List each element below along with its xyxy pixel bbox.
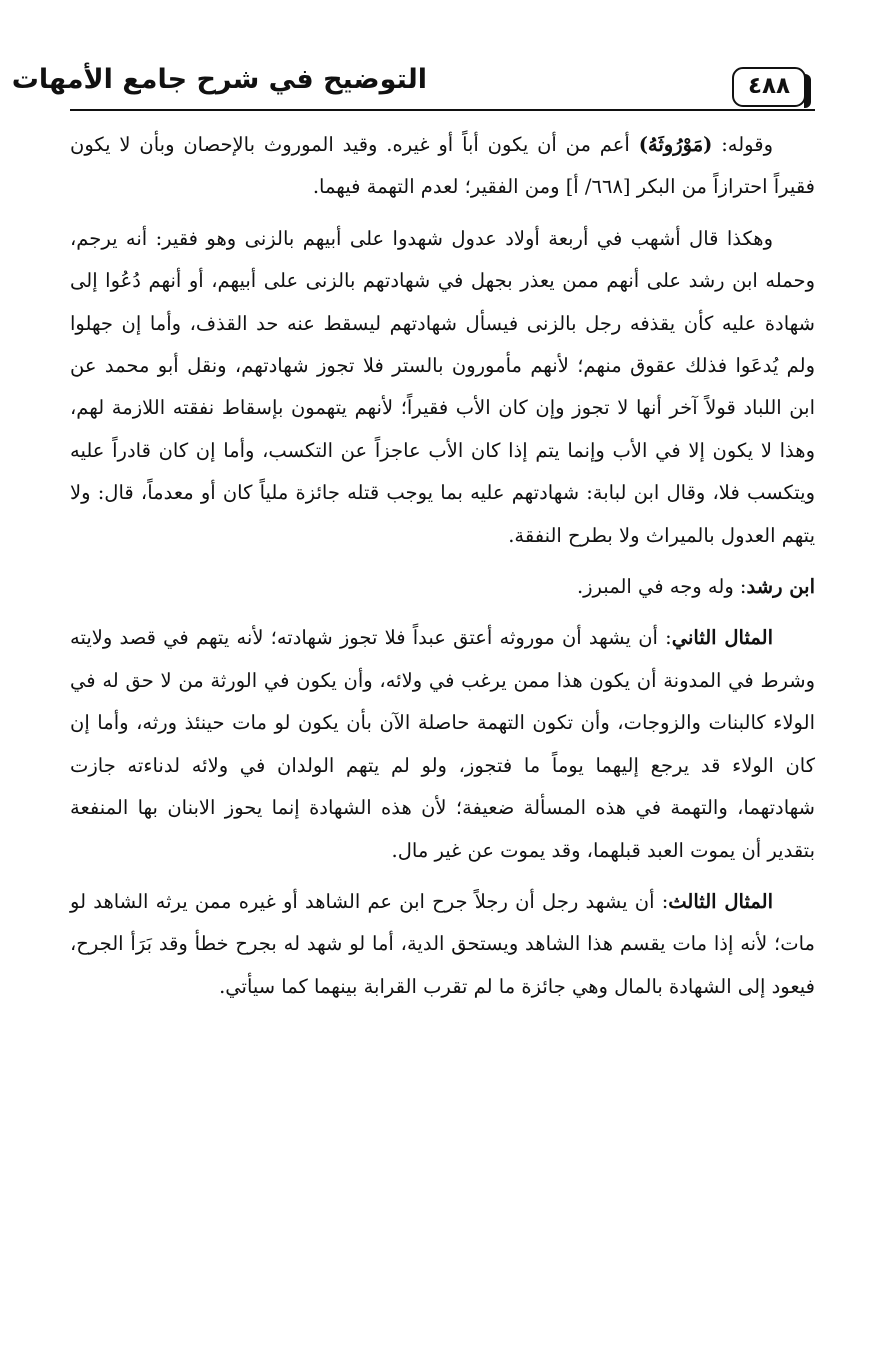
paragraph-2 bbox=[70, 218, 815, 557]
paragraph-1-lead: وقوله: bbox=[712, 133, 773, 156]
paragraph-2-text: وهكذا قال أشهب في أربعة أولاد عدول شهدوا على أبيهم بالزنى وهو فقير: أنه يرجم، وحمله ابن رشد على أنهم ممن يعذر بجهل في شهادتهم بالزنى على أبيهم، أو أنهم دُعُوا إلى شهادة عليه كأن يقذفه رجل بالزنى فيسأل شهادتهم ليسقط عنه حد القذف، وأما إن جهلوا ولم يُدعَوا فذلك عقوق منهم؛ لأنهم مأمورون بالستر فلا تجوز شهادتهم، ونقل أبو محمد عن ابن اللباد قولاً آخر أنها لا تجوز وإن كان الأب فقيراً؛ لأنهم يتهمون بإسقاط نفقته اللازمة لهم، وهذا لا يكون إلا في الأب وإنما يتم إذا كان الأب عاجزاً عن التكسب، وأما إن كان قادراً عليه ويتكسب فلا، وقال ابن لبابة: شهادتهم عليه بما يوجب قتله جائزة ملياً كان أو معدماً، قال: ولا يتهم العدول بالميراث ولا بطرح النفقة. bbox=[70, 226, 815, 547]
paragraph-3-lead: ابن رشد bbox=[746, 575, 815, 599]
page-number-badge bbox=[732, 67, 806, 107]
paragraph-5 bbox=[70, 881, 815, 1008]
paragraph-4-lead: المثال الثاني bbox=[671, 626, 773, 650]
running-title: التوضيح في شرح جامع الأمهات bbox=[11, 64, 427, 95]
page-number: ٤٨٨ bbox=[747, 73, 791, 99]
body-text bbox=[70, 124, 815, 1017]
paragraph-3-text: : وله وجه في المبرز. bbox=[576, 575, 747, 599]
paragraph-1-text: أعم من أن يكون أباً أو غيره. وقيد الموروث بالإحصان وبأن لا يكون فقيراً احترازاً من البكر [٦٦٨/ أ] ومن الفقير؛ لعدم التهمة فيهما. bbox=[70, 133, 815, 199]
header-rule bbox=[70, 109, 815, 111]
paragraph-3 bbox=[70, 566, 815, 608]
paragraph-4 bbox=[70, 617, 815, 871]
paragraph-1 bbox=[70, 124, 815, 209]
paragraph-5-text: : أن يشهد رجل أن رجلاً جرح ابن عم الشاهد أو غيره ممن يرثه الشاهد لو مات؛ لأنه إذا مات يقسم هذا الشاهد ويستحق الدية، أما لو شهد له بجرح خطأ وقد بَرَأ الجرح، فيعود إلى الشهادة بالمال وهي جائزة ما لم تقرب القرابة بينهما كما سيأتي. bbox=[70, 889, 815, 998]
paragraph-5-lead: المثال الثالث bbox=[668, 889, 773, 913]
quoted-lemma: (مَوْرُوثَهُ) bbox=[638, 133, 713, 156]
paragraph-4-text: : أن يشهد أن موروثه أعتق عبداً فلا تجوز شهادته؛ لأنه يتهم في قصد ولايته وشرط في المدونة أن يكون هذا ممن يرغب في ولائه، وأن يكون في الورثة من لا حق له في الولاء كالبنات والزوجات، وأن تكون التهمة حاصلة الآن بأن يكون لو مات حينئذ ورثه، وأما إن كان الولاء قد يرجع إليهما يوماً ما فتجوز، ولو لم يتهم الولدان في ولائه لدناءته جازت شهادتهما، والتهمة في هذه المسألة ضعيفة؛ لأن هذه الشهادة إنما يحوز الابنان بها المنفعة بتقدير أن يموت العبد قبلهما، وقد يموت عن غير مال. bbox=[70, 626, 815, 862]
